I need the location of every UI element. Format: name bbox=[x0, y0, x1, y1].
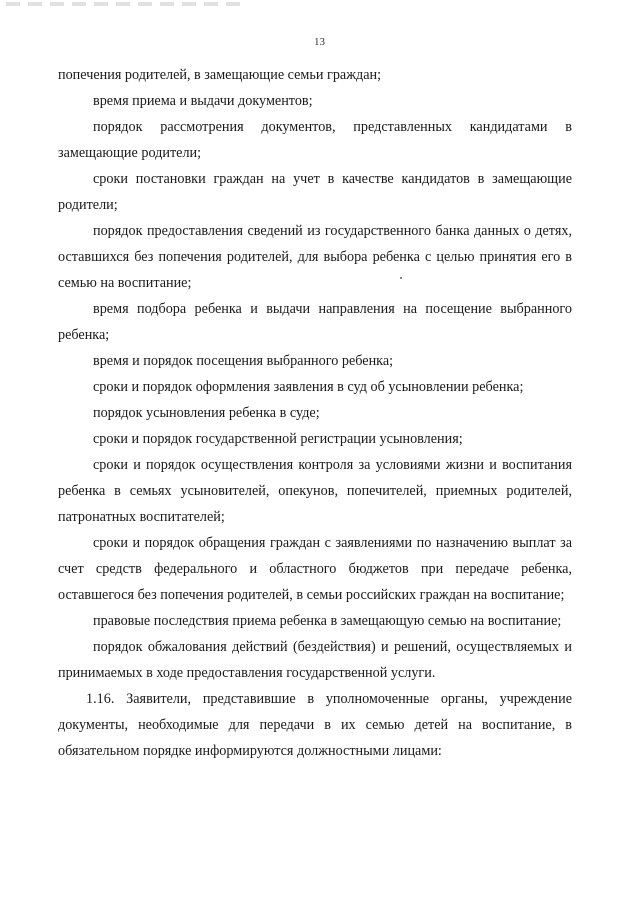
paragraph: время подбора ребенка и выдачи направления на посещение выбранного ребенка; bbox=[58, 301, 572, 343]
section-paragraph: 1.16. Заявители, представившие в уполномоченные органы, учреждение документы, необходимые для передачи в их семью детей на воспитание, в обязательном порядке информируются должностными лицами: bbox=[58, 691, 572, 759]
paragraph: порядок усыновления ребенка в суде; bbox=[93, 405, 320, 421]
paragraph: порядок обжалования действий (бездействия) и решений, осуществляемых и принимаемых в ходе предоставления государственной услуги. bbox=[58, 639, 572, 681]
paragraph-continuation: попечения родителей, в замещающие семьи граждан; bbox=[58, 67, 382, 83]
paragraph: сроки и порядок оформления заявления в суд об усыновлении ребенка; bbox=[93, 379, 524, 395]
page-number: 13 bbox=[314, 36, 325, 48]
paragraph: время приема и выдачи документов; bbox=[93, 93, 313, 109]
paragraph: время и порядок посещения выбранного ребенка; bbox=[93, 353, 394, 369]
paragraph: сроки и порядок осуществления контроля за условиями жизни и воспитания ребенка в семьях усыновителей, опекунов, попечителей, приемных родителей, патронатных воспитателей; bbox=[58, 457, 572, 525]
document-body bbox=[58, 62, 572, 764]
paragraph: сроки постановки граждан на учет в качестве кандидатов в замещающие родители; bbox=[58, 171, 572, 213]
paragraph: правовые последствия приема ребенка в замещающую семью на воспитание; bbox=[93, 613, 562, 629]
paragraph: сроки и порядок обращения граждан с заявлениями по назначению выплат за счет средств федерального и областного бюджетов при передаче ребенка, оставшегося без попечения родителей, в семьи российских граждан на воспитание; bbox=[58, 535, 572, 603]
paragraph: сроки и порядок государственной регистрации усыновления; bbox=[93, 431, 463, 447]
paragraph: порядок рассмотрения документов, представленных кандидатами в замещающие родители; bbox=[58, 119, 572, 161]
scan-artifact bbox=[6, 2, 246, 6]
paragraph: порядок предоставления сведений из государственного банка данных о детях, оставшихся без попечения родителей, для выбора ребенка с целью принятия его в семью на воспитание; bbox=[58, 223, 572, 291]
